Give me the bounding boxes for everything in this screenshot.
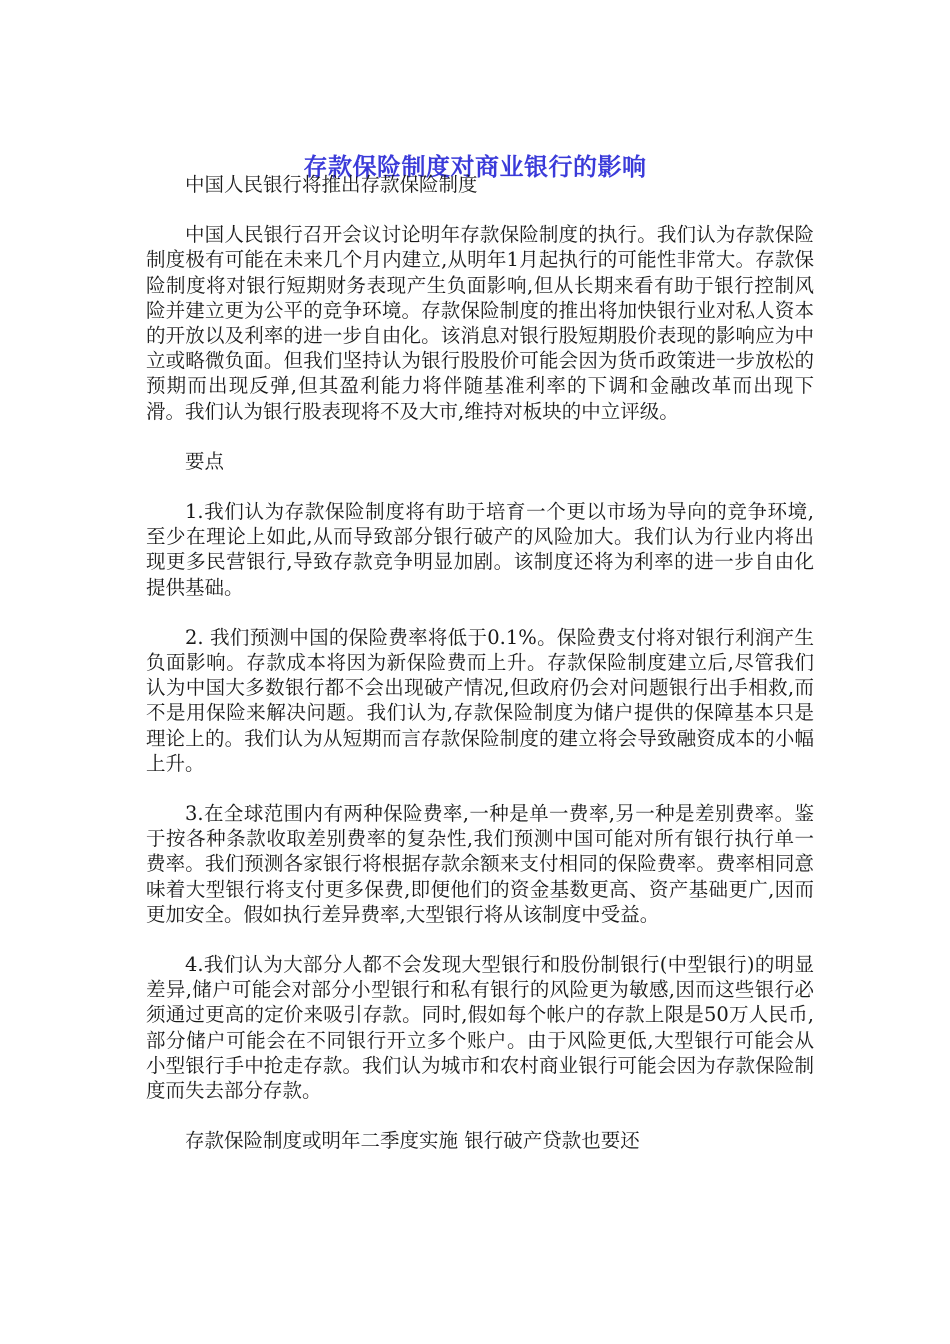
closing-paragraph: 存款保险制度或明年二季度实施 银行破产贷款也要还 bbox=[185, 1129, 640, 1153]
paragraph-gap bbox=[146, 927, 814, 952]
document-title: 存款保险制度对商业银行的影响 bbox=[303, 153, 647, 182]
document-body bbox=[146, 172, 814, 1154]
paragraph-gap bbox=[146, 1103, 814, 1128]
paragraph-gap bbox=[146, 600, 814, 625]
paragraph-gap bbox=[146, 776, 814, 801]
subtitle-paragraph: 中国人民银行将推出存款保险制度 bbox=[185, 173, 478, 196]
point-paragraph-3: 3.在全球范围内有两种保险费率,一种是单一费率,另一种是差别费率。鉴于按各种条款收取差别费率的复杂性,我们预测中国可能对所有银行执行单一费率。我们预测各家银行将根据存款余额来支付相同的保险费率。费率相同意味着大型银行将支付更多保费,即便他们的资金基数更高、资产基础更广,因而更加安全。假如执行差异费率,大型银行将从该制度中受益。 bbox=[146, 802, 814, 926]
paragraph-gap bbox=[146, 197, 814, 222]
key-points-heading: 要点 bbox=[185, 449, 225, 473]
point-paragraph-2: 2. 我们预测中国的保险费率将低于0.1%。保险费支付将对银行利润产生负面影响。存款成本将因为新保险费而上升。存款保险制度建立后,尽管我们认为中国大多数银行都不会出现破产情况,但政府仍会对问题银行出手相救,而不是用保险来解决问题。我们认为,存款保险制度为储户提供的保障基本只是理论上的。我们认为从短期而言存款保险制度的建立将会导致融资成本的小幅上升。 bbox=[146, 625, 814, 775]
point-paragraph-1: 1.我们认为存款保险制度将有助于培育一个更以市场为导向的竞争环境,至少在理论上如此,从而导致部分银行破产的风险加大。我们认为行业内将出现更多民营银行,导致存款竞争明显加剧。该制度还将为利率的进一步自由化提供基础。 bbox=[146, 500, 814, 599]
intro-paragraph: 中国人民银行召开会议讨论明年存款保险制度的执行。我们认为存款保险制度极有可能在未来几个月内建立,从明年1月起执行的可能性非常大。存款保险制度将对银行短期财务表现产生负面影响,但从长期来看有助于银行控制风险并建立更为公平的竞争环境。存款保险制度的推出将加快银行业对私人资本的开放以及利率的进一步自由化。该消息对银行股短期股价表现的影响应为中立或略微负面。但我们坚持认为银行股股价可能会因为货币政策进一步放松的预期而出现反弹,但其盈利能力将伴随基准利率的下调和金融改革而出现下滑。我们认为银行股表现将不及大市,维持对板块的中立评级。 bbox=[146, 223, 814, 423]
paragraph-gap bbox=[146, 424, 814, 449]
point-paragraph-4: 4.我们认为大部分人都不会发现大型银行和股份制银行(中型银行)的明显差异,储户可能会对部分小型银行和私有银行的风险更为敏感,因而这些银行必须通过更高的定价来吸引存款。同时,假如每个帐户的存款上限是50万人民币,部分储户可能会在不同银行开立多个账户。由于风险更低,大型银行可能会从小型银行手中抢走存款。我们认为城市和农村商业银行可能会因为存款保险制度而失去部分存款。 bbox=[146, 953, 814, 1103]
paragraph-gap bbox=[146, 474, 814, 499]
